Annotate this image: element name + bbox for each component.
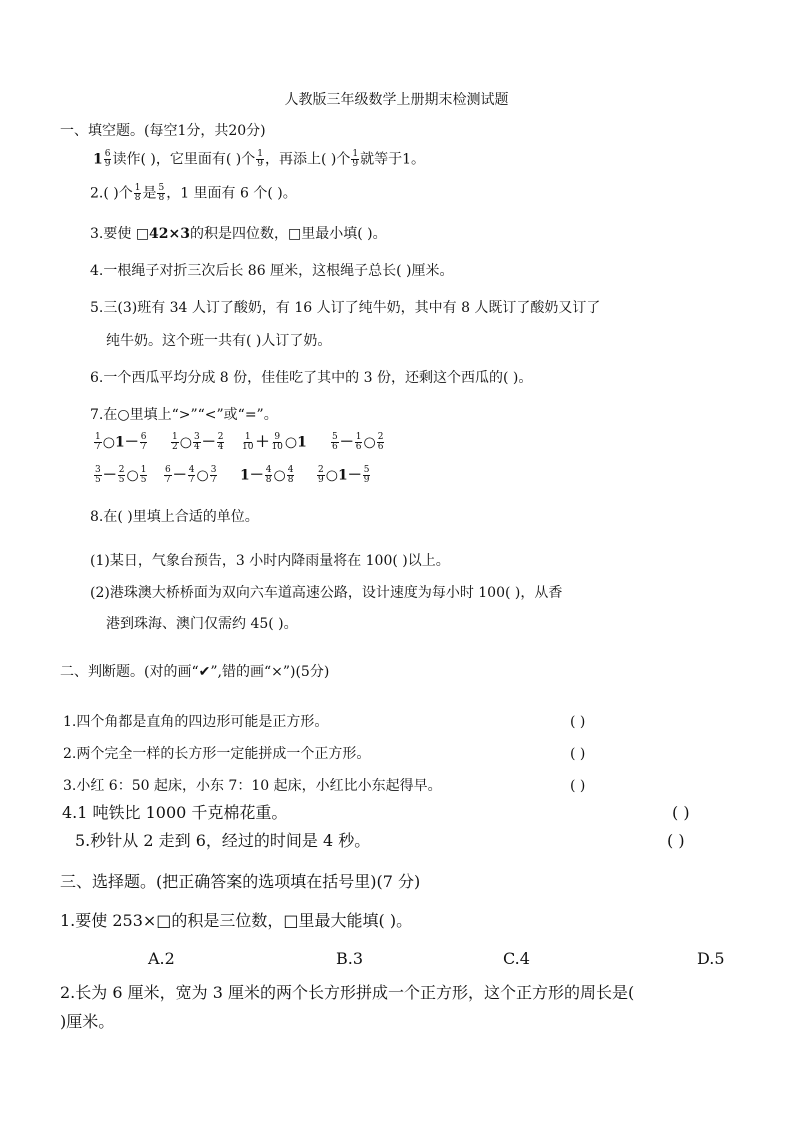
operator-text: － [102, 467, 117, 484]
operator-text: ○ [363, 434, 376, 451]
operator-text: 1－ [240, 467, 264, 484]
fraction: $\frac{2}{9}$ [318, 465, 324, 485]
fraction: $\frac{1}{8}$ [134, 183, 141, 203]
operator-text: ○1－ [102, 434, 139, 451]
fraction: $\frac{4}{8}$ [265, 465, 272, 485]
answer-paren: ( ) [570, 778, 586, 794]
compare-expression [93, 466, 148, 485]
fraction: $\frac{5}{8}$ [158, 183, 165, 203]
choice-question-2: 2.长为 6 厘米，宽为 3 厘米的两个长方形拼成一个正方形，这个正方形的周长是( [60, 983, 635, 1002]
operator-text: ○1 [284, 434, 307, 451]
question-1-7: 7.在○里填上“>”“<”或“=”。 [90, 407, 278, 423]
section-1-heading: 一、填空题。(每空1分，共20分) [60, 123, 266, 139]
judge-item: 5.秒针从 2 走到 6，经过的时间是 4 秒。 [75, 831, 371, 850]
question-1-8: 8.在( )里填上合适的单位。 [90, 509, 259, 525]
judge-item: 1.四个角都是直角的四边形可能是正方形。 [63, 714, 329, 730]
answer-paren: ( ) [667, 831, 685, 850]
operator-text: ○1－ [325, 467, 362, 484]
question-1-8-1: (1)某日，气象台预告，3 小时内降雨量将在 100( )以上。 [90, 553, 450, 569]
question-1-5-cont: 纯牛奶。这个班一共有( )人订了奶。 [106, 333, 332, 349]
fraction: $\frac{1}{9}$ [257, 149, 263, 169]
choice-option-d: D.5 [697, 949, 725, 968]
question-1-8-2: (2)港珠澳大桥桥面为双向六车道高速公路，设计速度为每小时 100( )，从香 [90, 585, 563, 601]
mixed-number-whole: 1 [93, 151, 103, 168]
operator-text: － [172, 467, 187, 484]
answer-paren: ( ) [672, 803, 690, 822]
fraction: $\frac{2}{4}$ [217, 432, 224, 452]
operator-text: － [201, 434, 216, 451]
question-1-6: 6.一个西瓜平均分成 8 份，佳佳吃了其中的 3 份，还剩这个西瓜的( )。 [90, 370, 533, 386]
choice-question-1: 1.要使 253×□的积是三位数，□里最大能填( )。 [60, 911, 413, 930]
fraction: $\frac{1}{7}$ [95, 432, 101, 452]
choice-option-b: B.3 [336, 949, 364, 968]
math-expression: □42×3 [135, 226, 190, 242]
answer-paren: ( ) [570, 714, 586, 730]
fraction: $\frac{5}{9}$ [363, 465, 370, 485]
fraction: $\frac{5}{6}$ [332, 432, 338, 452]
section-3-heading: 三、选择题。(把正确答案的选项填在括号里)(7 分) [60, 872, 421, 891]
question-1-4: 4.一根绳子对折三次后长 86 厘米，这根绳子总长( )厘米。 [90, 263, 454, 279]
fraction: $\frac{1}{10}$ [242, 432, 254, 452]
operator-text: ○ [126, 467, 139, 484]
answer-paren: ( ) [570, 746, 586, 762]
fraction: $\frac{4}{7}$ [188, 465, 195, 485]
fraction: $\frac{2}{5}$ [118, 465, 125, 485]
fraction: $\frac{9}{10}$ [271, 432, 283, 452]
operator-text: － [339, 434, 354, 451]
page-title: 人教版三年级数学上册期末检测试题 [284, 92, 509, 108]
compare-expression [316, 466, 371, 485]
question-1-2: 2.( )个 $\frac{1}{8}$ 是 $\frac{5}{8}$ ，1 里面有 6 个( )。 [90, 183, 297, 203]
question-1-3: 3.要使 □42×3的积是四位数，□里最小填( )。 [90, 226, 387, 242]
operator-text: ＋ [255, 434, 270, 451]
question-1-1: 1 $\frac{6}{9}$ 读作( )，它里面有( )个 $\frac{1}{9}$ ，再添上( )个 $\frac{1}{9}$ 就等于1。 [93, 149, 425, 169]
compare-expression [240, 466, 295, 485]
compare-expression [170, 433, 225, 452]
section-2-heading: 二、判断题。(对的画“✔”,错的画“×”)(5分) [60, 664, 330, 680]
fraction: $\frac{6}{7}$ [140, 432, 147, 452]
fraction: $\frac{6}{9}$ [104, 149, 111, 169]
fraction: $\frac{1}{2}$ [172, 432, 178, 452]
fraction: $\frac{1}{6}$ [355, 432, 362, 452]
choice-question-2-cont: )厘米。 [60, 1012, 115, 1031]
judge-item: 2.两个完全一样的长方形一定能拼成一个正方形。 [63, 746, 371, 762]
operator-text: ○ [179, 434, 192, 451]
compare-expression [240, 433, 307, 452]
choice-option-a: A.2 [148, 949, 175, 968]
fraction: $\frac{3}{7}$ [210, 465, 217, 485]
fraction: $\frac{1}{5}$ [140, 465, 147, 485]
fraction: $\frac{2}{6}$ [377, 432, 384, 452]
compare-expression [163, 466, 218, 485]
compare-expression [93, 433, 148, 452]
fraction: $\frac{6}{7}$ [165, 465, 171, 485]
operator-text: ○ [196, 467, 209, 484]
judge-item: 4.1 吨铁比 1000 千克棉花重。 [62, 803, 288, 822]
choice-option-c: C.4 [503, 949, 530, 968]
operator-text: ○ [273, 467, 286, 484]
fraction: $\frac{4}{8}$ [287, 465, 294, 485]
fraction: $\frac{1}{9}$ [352, 149, 359, 169]
fraction: $\frac{3}{4}$ [193, 432, 200, 452]
judge-item: 3.小红 6：50 起床，小东 7：10 起床，小红比小东起得早。 [63, 778, 442, 794]
compare-expression [330, 433, 385, 452]
question-1-8-2-cont: 港到珠海、澳门仅需约 45( )。 [106, 616, 298, 632]
question-1-5: 5.三(3)班有 34 人订了酸奶，有 16 人订了纯牛奶，其中有 8 人既订了酸奶又订了 [90, 300, 601, 316]
fraction: $\frac{3}{5}$ [95, 465, 101, 485]
